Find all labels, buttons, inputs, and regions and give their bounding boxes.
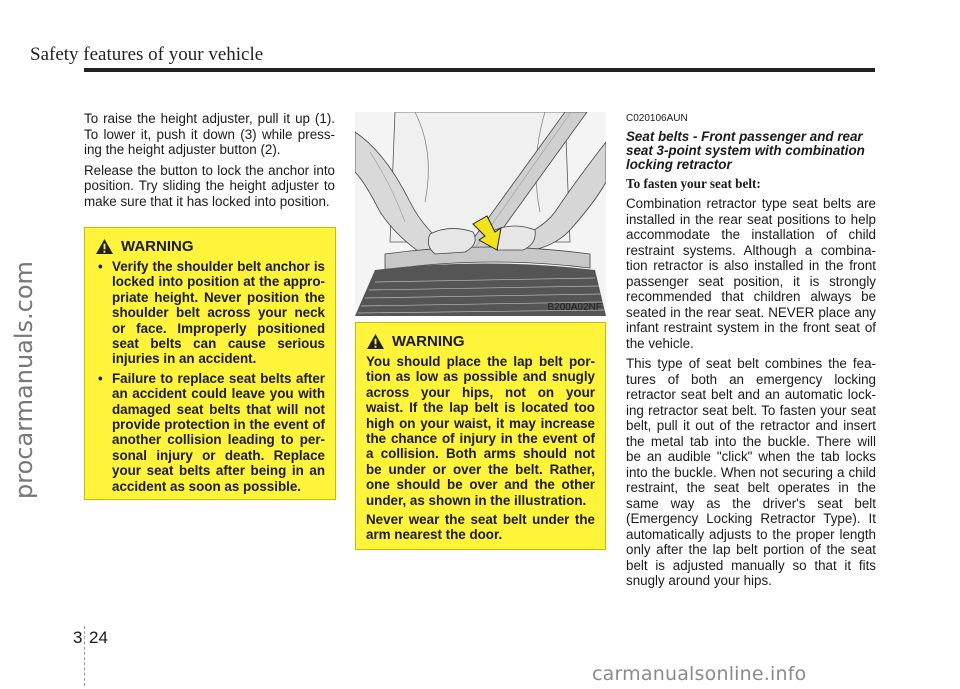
warning-triangle-icon [95, 238, 114, 255]
warning-box-shoulder-belt [84, 227, 336, 500]
warning-list-item: • Failure to replace seat belts after an accident could leave you with damaged seat belts that will not provide protection in the event of another collision leading to per-sonal injury or death. Replace your seat belts after being in an accident as soon as possible. [98, 370, 325, 494]
footer-divider [84, 626, 85, 686]
lap-belt-warning-paragraph: You should place the lap belt por-tion as low as possible and snugly across your hips, not on your waist. If the lap belt is located too high on your waist, it may increase the chance of injury in the event of a collision. Both arms should not be under or over the belt. Rather, one should be over and the other under, as shown in the illustration. [366, 354, 595, 508]
column-left [84, 111, 335, 214]
warning-list [95, 259, 325, 494]
retractor-paragraph: Combination retractor type seat belts are installed in the rear seat positions to help accommodate the installation of child restraint systems. Although a combina-tion retractor is also installed in the front passenger seat position, it is strongly recommended that children always be seated in the rear seat. NEVER place any infant restraint system in the front seat of the vehicle. [626, 196, 876, 351]
column-right [626, 111, 876, 594]
warning-title: WARNING [121, 237, 194, 255]
page-header-title: Safety features of your vehicle [30, 44, 264, 65]
section-title: Seat belts - Front passenger and rear seat 3-point system with combination locking retractor [626, 128, 865, 172]
page-number: 24 [89, 628, 108, 647]
lock-anchor-paragraph: Release the button to lock the anchor into position. Try sliding the height adjuster to make sure that it has locked into position. [84, 162, 335, 209]
section-subtitle: To fasten your seat belt: [626, 175, 761, 191]
bottom-watermark: carmanualsonline.info [592, 663, 807, 685]
side-watermark [4, 200, 44, 560]
figure-code: B200A02NF [547, 302, 602, 313]
height-adjuster-paragraph: To raise the height adjuster, pull it up (1). To lower it, push it down (3) while press-ing the height adjuster button (2). [84, 111, 335, 157]
arm-warning-paragraph: Never wear the seat belt under the arm nearest the door. [366, 512, 595, 543]
warning-title: WARNING [392, 332, 465, 350]
seat-belt-illustration [355, 112, 606, 316]
section-code: C020106AUN [626, 113, 688, 124]
chapter-number: 3 [73, 628, 83, 647]
side-watermark-text: procarmanuals.com [10, 261, 38, 499]
warning-box-lap-belt [355, 322, 606, 550]
illustration-graphic [355, 112, 606, 316]
warning-list-item: • Verify the shoulder belt anchor is locked into position at the appro-priate height. Never position the shoulder belt across your neck or face. Improperly positioned seat belts can cause serious injuries in an accident. [98, 259, 325, 367]
warning-header [366, 333, 595, 350]
warning-triangle-icon [366, 333, 385, 350]
warning-header [95, 238, 325, 255]
header-divider [84, 68, 875, 72]
belt-type-paragraph: This type of seat belt combines the fea-tures of both an emergency locking retractor seat belt and an automatic lock-ing retractor seat belt. To fasten your seat belt, pull it out of the retractor and insert the metal tab into the buckle. There will be an audible "click" when the tab locks into the buckle. When not securing a child restraint, the seat belt operates in the same way as the driver's seat belt (Emergency Locking Retractor Type). It automatically adjusts to the proper length only after the lap belt portion of the seat belt is adjusted manually so that it fits snugly around your hips. [626, 356, 876, 588]
